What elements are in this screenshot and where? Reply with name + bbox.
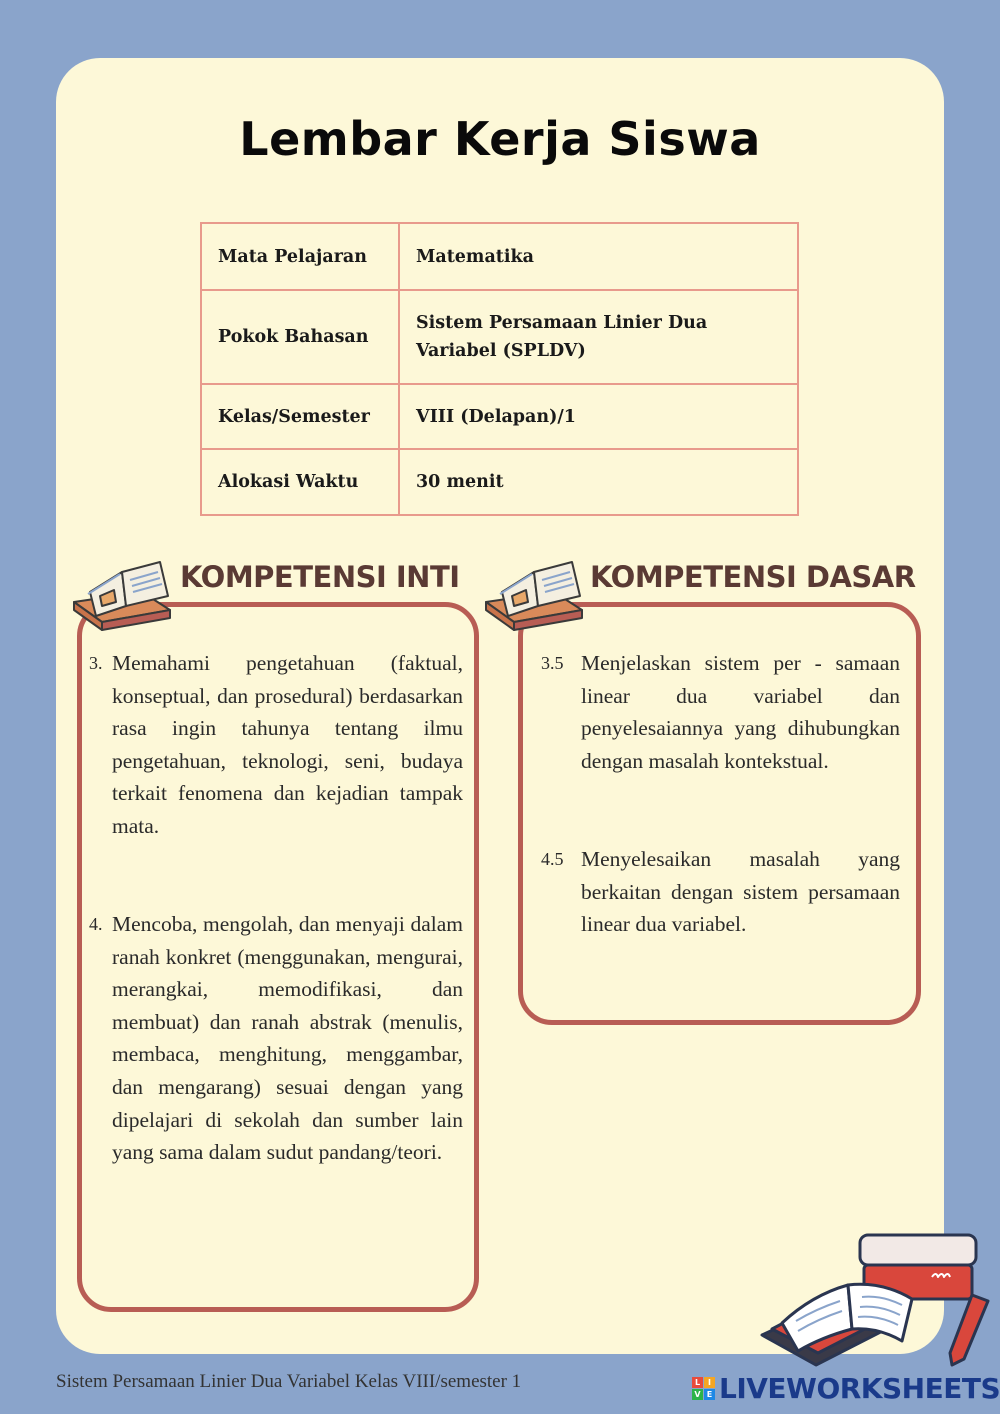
- kompetensi-inti-title: KOMPETENSI INTI: [180, 560, 460, 594]
- table-row: [201, 384, 798, 449]
- list-item: [89, 647, 463, 843]
- brand-letter: I: [704, 1377, 715, 1388]
- item-text: Menjelaskan sistem per - samaan linear dua variabel dan penyelesaiannya yang dihubungkan dengan masalah kontekstual.: [581, 651, 900, 773]
- table-row: [201, 449, 798, 515]
- brand-letter: L: [692, 1377, 703, 1388]
- brand-letter: E: [704, 1389, 715, 1400]
- book-icon: [482, 552, 588, 634]
- table-value: VIII (Delapan)/1: [399, 384, 798, 449]
- brand-logo: [692, 1372, 1000, 1405]
- item-text: Menyelesaikan masalah yang berkaitan dengan sistem persamaan linear dua variabel.: [581, 847, 900, 937]
- table-label: Pokok Bahasan: [201, 290, 399, 384]
- info-table: [200, 222, 799, 516]
- table-row: [201, 223, 798, 290]
- page-title: Lembar Kerja Siswa: [239, 112, 761, 166]
- kompetensi-dasar-title: KOMPETENSI DASAR: [590, 560, 916, 594]
- books-illustration: [752, 1225, 1000, 1375]
- brand-mark: [692, 1377, 715, 1400]
- brand-wordmark: LIVEWORKSHEETS: [719, 1372, 1000, 1405]
- item-number: 3.5: [541, 653, 564, 673]
- item-text: Memahami pengetahuan (faktual, konseptual, dan prosedural) berdasarkan rasa ingin tahunya tentang ilmu pengetahuan, teknologi, seni, budaya terkait fenomena dan kejadian tampak mata.: [112, 651, 463, 838]
- item-number: 4.: [89, 914, 103, 934]
- table-value: 30 menit: [399, 449, 798, 515]
- book-icon: [70, 552, 176, 634]
- footer-text: Sistem Persamaan Linier Dua Variabel Kelas VIII/semester 1: [56, 1371, 522, 1392]
- item-number: 3.: [89, 653, 103, 673]
- brand-letter: V: [692, 1389, 703, 1400]
- table-label: Mata Pelajaran: [201, 223, 399, 290]
- item-number: 4.5: [541, 849, 564, 869]
- table-label: Kelas/Semester: [201, 384, 399, 449]
- list-item: [541, 647, 900, 777]
- item-text: Mencoba, mengolah, dan menyaji dalam ranah konkret (menggunakan, mengurai, merangkai, memodifikasi, dan membuat) dan ranah abstrak (menulis, membaca, menghitung, menggambar, dan mengarang) sesuai dengan yang dipelajari di sekolah dan sumber lain yang sama dalam sudut pandang/teori.: [112, 912, 463, 1165]
- list-item: [541, 843, 900, 941]
- table-label: Alokasi Waktu: [201, 449, 399, 515]
- table-value: Sistem Persamaan Linier Dua Variabel (SPLDV): [399, 290, 798, 384]
- table-row: [201, 290, 798, 384]
- list-item: [89, 908, 463, 1169]
- table-value: Matematika: [399, 223, 798, 290]
